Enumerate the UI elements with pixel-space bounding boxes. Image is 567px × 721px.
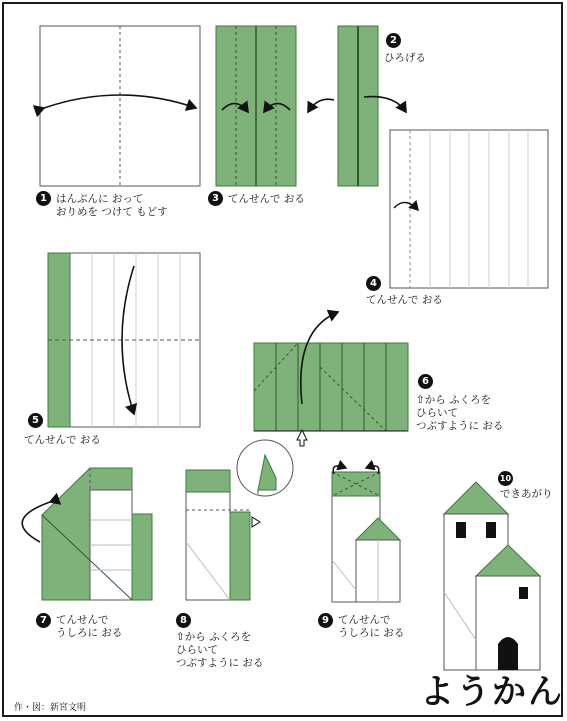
page-title: ようかん: [420, 672, 564, 712]
caption-line: つぶすように おる: [416, 420, 504, 432]
caption-line: おりめを つけて もどす: [56, 206, 168, 218]
step-number-8: 8: [176, 613, 191, 628]
step1-square: [40, 26, 200, 186]
caption-line: てんせんで おる: [366, 294, 443, 306]
step3-rectangle: [216, 26, 296, 186]
step9-figure: [332, 466, 400, 602]
step-number-6: 6: [418, 374, 433, 389]
caption-line: ひろげる: [384, 52, 426, 64]
step6-rectangle: [254, 312, 408, 446]
caption-line: てんせんで おる: [24, 434, 101, 446]
step-number-10: 10: [498, 471, 513, 486]
caption-line: ひらいて: [176, 644, 218, 656]
step5-square: [48, 253, 200, 427]
caption-line: ひらいて: [416, 407, 458, 419]
step8-figure: [186, 440, 293, 600]
step-caption-2: [384, 52, 426, 65]
caption-line: つぶすように おる: [176, 657, 264, 669]
step-caption-5: [24, 434, 101, 447]
caption-line: うしろに おる: [338, 627, 405, 639]
step-caption-1: [56, 193, 168, 219]
caption-line: できあがり: [500, 488, 553, 500]
step-caption-10: [500, 488, 553, 501]
step-caption-7: [56, 614, 122, 640]
step-caption-9: [338, 614, 404, 640]
caption-line: てんせんで おる: [228, 193, 305, 205]
step-caption-8: [176, 631, 263, 670]
step-number-1: 1: [36, 191, 51, 206]
step-number-2: 2: [386, 33, 401, 48]
author-credit: 作・図：新宮文明: [14, 703, 87, 713]
step4-square: [390, 130, 548, 288]
caption-line: てんせんで: [56, 614, 109, 626]
step-number-3: 3: [208, 191, 223, 206]
step-number-5: 5: [28, 413, 43, 428]
step10-finished-house: [444, 482, 540, 670]
step-caption-3: [228, 193, 305, 206]
caption-line: ⇧から ふくろを: [416, 394, 492, 406]
step7-figure: [22, 468, 152, 600]
step-caption-4: [366, 294, 443, 307]
step-number-9: 9: [318, 613, 333, 628]
step-number-7: 7: [36, 613, 51, 628]
step-number-4: 4: [366, 276, 381, 291]
caption-line: てんせんで: [338, 614, 391, 626]
caption-line: はんぶんに おって: [56, 193, 144, 205]
step-caption-6: [416, 394, 503, 433]
caption-line: うしろに おる: [56, 627, 123, 639]
caption-line: ⇧から ふくろを: [176, 631, 252, 643]
